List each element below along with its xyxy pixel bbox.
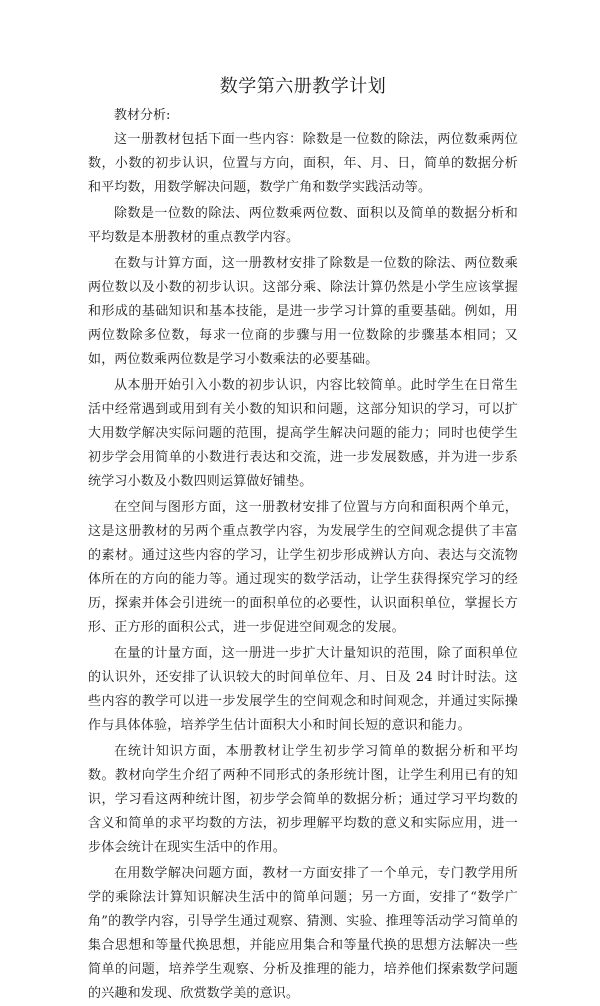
paragraph-statistics: 在统计知识方面，本册教材让学生初步学习简单的数据分析和平均数。教材向学生介绍了两种不同形式的条形统计图，让学生利用已有的知识，学习看这两种统计图，初步学会简单的数据分析；通过学习平均数的含义和简单的求平均数的方法，初步理解平均数的意义和实际应用，进一步体会统计在现实生活中的作用。 xyxy=(88,744,518,855)
paragraph-measurement: 在量的计量方面，这一册进一步扩大计量知识的范围，除了面积单位的认识外，还安排了认识较大的时间单位年、月、日及 24 时计时法。这些内容的教学可以进一步发展学生的空间观念和时间观念，并通过实际操作与具体体验，培养学生估计面积大小和时间长短的意识和能力。 xyxy=(88,646,518,733)
section-heading: 教材分析: xyxy=(114,108,171,123)
paragraph-space-geometry: 在空间与图形方面，这一册教材安排了位置与方向和面积两个单元，这是这册教材的另两个重点教学内容，为发展学生的空间观念提供了丰富的素材。通过这些内容的学习，让学生初步形成辨认方向、表达与交流物体所在的方向的能力等。通过现实的数学活动，让学生获得探究学习的经历，探索并体会引进统一的面积单位的必要性，认识面积单位，掌握长方形、正方形的面积公式，进一步促进空间观念的发展。 xyxy=(88,500,518,635)
paragraph-problem-solving: 在用数学解决问题方面，教材一方面安排了一个单元，专门教学用所学的乘除法计算知识解决生活中的简单问题；另一方面，安排了“数学广角”的教学内容，引导学生通过观察、猜测、实验、推理等活动学习简单的集合思想和等量代换思想，并能应用集合和等量代换的思想方法解决一些简单的问题，培养学生观察、分析及推理的能力，培养他们探索数学问题的兴趣和发现、欣赏数学美的意识。 xyxy=(88,866,518,1001)
paragraph-content-overview: 这一册教材包括下面一些内容：除数是一位数的除法，两位数乘两位数，小数的初步认识，位置与方向，面积，年、月、日，简单的数据分析和平均数，用数学解决问题，数学广角和数学实践活动等。 xyxy=(88,132,518,195)
page-title: 数学第六册教学计划 xyxy=(219,76,387,97)
paragraph-decimals: 从本册开始引入小数的初步认识，内容比较简单。此时学生在日常生活中经常遇到或用到有关小数的知识和问题，这部分知识的学习，可以扩大用数学解决实际问题的范围，提高学生解决问题的能力；同时也使学生初步学会用简单的小数进行表达和交流，进一步发展数感，并为进一步系统学习小数及小数四则运算做好铺垫。 xyxy=(88,378,518,489)
paragraph-key-content: 除数是一位数的除法、两位数乘两位数、面积以及简单的数据分析和平均数是本册教材的重点教学内容。 xyxy=(88,206,518,245)
paragraph-number-calculation: 在数与计算方面，这一册教材安排了除数是一位数的除法、两位数乘两位数以及小数的初步认识。这部分乘、除法计算仍然是小学生应该掌握和形成的基础知识和基本技能，是进一步学习计算的重要基础。例如，用两位数除多位数，每求一位商的步骤与用一位数除的步骤基本相同；又如，两位数乘两位数是学习小数乘法的必要基础。 xyxy=(88,256,518,367)
